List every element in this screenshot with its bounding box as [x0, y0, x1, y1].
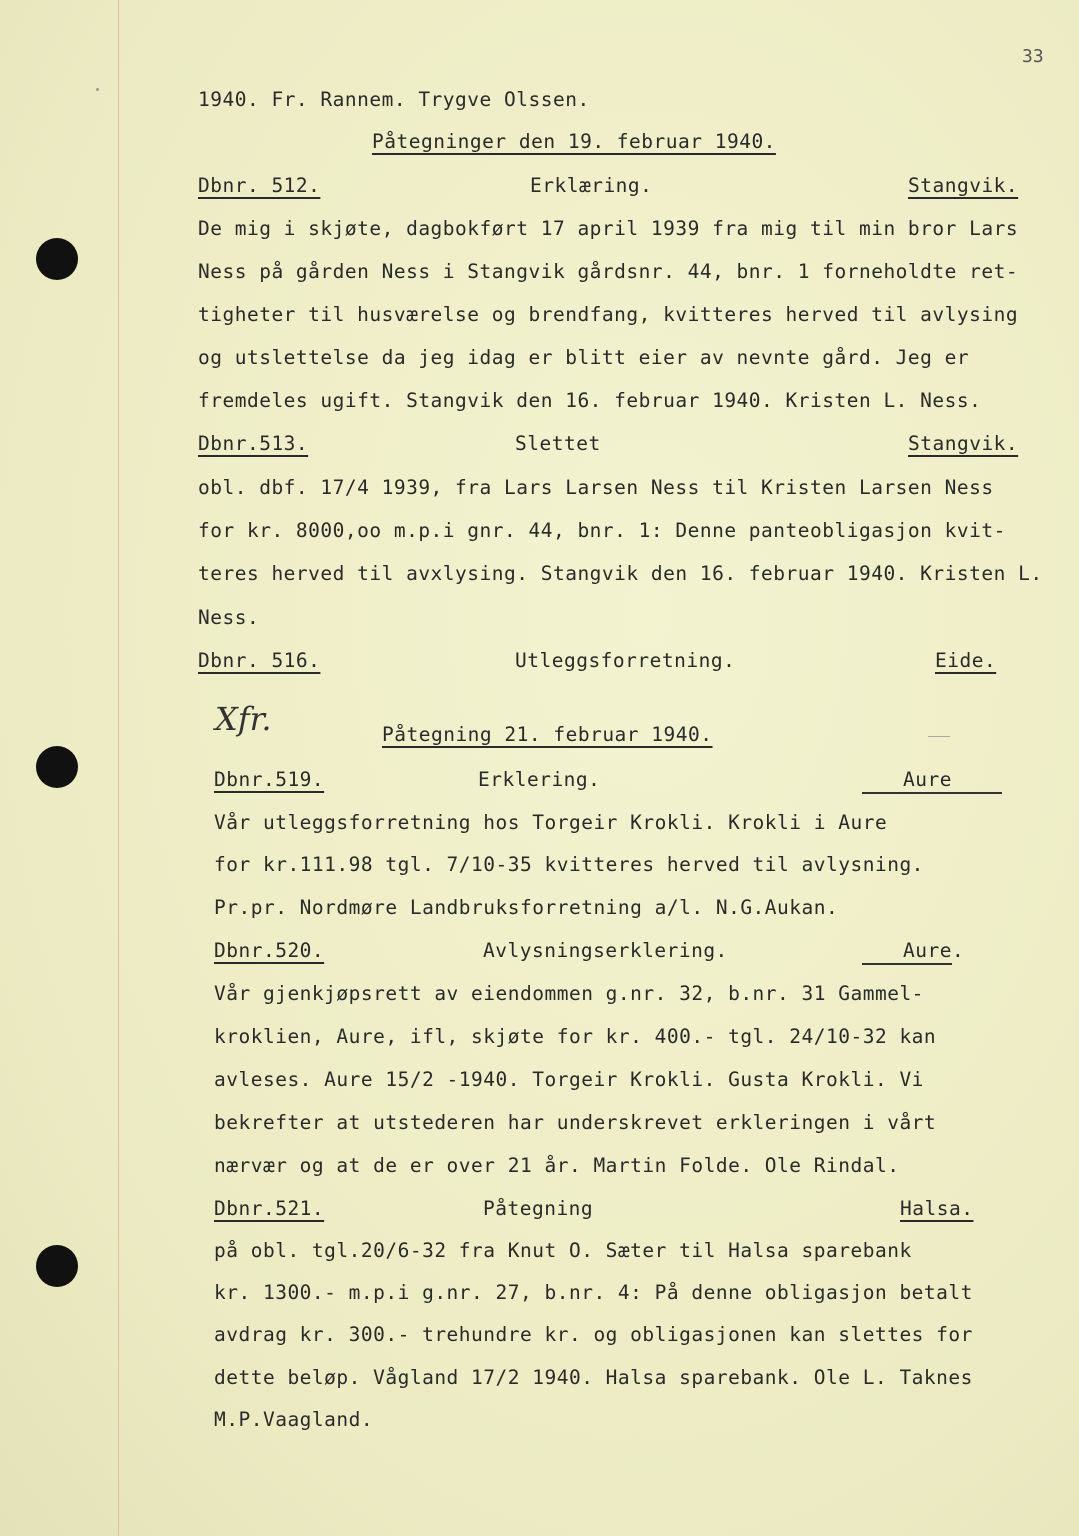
paper-speck — [96, 88, 99, 91]
text-line: Vår gjenkjøpsrett av eiendommen g.nr. 32, b.nr. 31 Gammel- — [214, 982, 924, 1005]
text-line: obl. dbf. 17/4 1939, fra Lars Larsen Ness til Kristen Larsen Ness — [198, 476, 994, 499]
place-underline — [862, 963, 952, 965]
page-number: 33 — [1022, 46, 1044, 67]
entry-513-number: Dbnr.513. — [198, 432, 309, 455]
text-line: Ness på gården Ness i Stangvik gårdsnr. 44, bnr. 1 forneholdte ret- — [198, 260, 1019, 283]
text-line: kroklien, Aure, ifl, skjøte for kr. 400.- tgl. 24/10-32 kan — [214, 1025, 937, 1048]
text-line: for kr. 8000,oo m.p.i gnr. 44, bnr. 1: Denne panteobligasjon kvit- — [198, 519, 1006, 542]
text-line: avleses. Aure 15/2 -1940. Torgeir Krokli. Gusta Krokli. Vi — [214, 1068, 924, 1091]
entry-513-place: Stangvik. — [908, 432, 1019, 455]
entry-520-type: Avlysningserklering. — [483, 939, 728, 962]
text-line: De mig i skjøte, dagbokført 17 april 1939 fra mig til min bror Lars — [198, 217, 1019, 240]
entry-519-number: Dbnr.519. — [214, 768, 325, 791]
entry-513-type: Slettet — [515, 432, 601, 455]
faint-dash — [928, 736, 950, 737]
section-heading-1: Påtegninger den 19. februar 1940. — [372, 130, 776, 153]
punch-hole-top — [36, 238, 78, 280]
text-line: avdrag kr. 300.- trehundre kr. og obligasjonen kan slettes for — [214, 1323, 973, 1346]
margin-line — [118, 0, 119, 1536]
text-line: tigheter til husværelse og brendfang, kvitteres herved til avlysing — [198, 303, 1019, 326]
entry-520-place: Aure. — [903, 939, 965, 962]
text-line: nærvær og at de er over 21 år. Martin Folde. Ole Rindal. — [214, 1154, 900, 1177]
text-line: og utslettelse da jeg idag er blitt eier av nevnte gård. Jeg er — [198, 346, 970, 369]
text-line: kr. 1300.- m.p.i g.nr. 27, b.nr. 4: På denne obligasjon betalt — [214, 1281, 973, 1304]
punch-hole-middle — [36, 746, 78, 788]
punch-hole-bottom — [36, 1245, 78, 1287]
entry-519-place: Aure — [903, 768, 952, 791]
entry-521-number: Dbnr.521. — [214, 1197, 325, 1220]
entry-516-number: Dbnr. 516. — [198, 649, 321, 672]
entry-512-number: Dbnr. 512. — [198, 174, 321, 197]
text-line: Pr.pr. Nordmøre Landbruksforretning a/l. N.G.Aukan. — [214, 896, 839, 919]
handwritten-mark: Xfr. — [215, 700, 272, 738]
entry-516-type: Utleggsforretning. — [515, 649, 736, 672]
text-line: teres herved til avxlysing. Stangvik den 16. februar 1940. Kristen L. — [198, 562, 1043, 585]
text-line: for kr.111.98 tgl. 7/10-35 kvitteres herved til avlysning. — [214, 853, 924, 876]
entry-521-type: Påtegning — [483, 1197, 594, 1220]
entry-512-place: Stangvik. — [908, 174, 1019, 197]
entry-521-place: Halsa. — [900, 1197, 974, 1220]
section-heading-2: Påtegning 21. februar 1940. — [382, 723, 713, 746]
text-line: Ness. — [198, 606, 260, 629]
entry-520-number: Dbnr.520. — [214, 939, 325, 962]
text-line: bekrefter at utstederen har underskrevet erkleringen i vårt — [214, 1111, 937, 1134]
entry-516-place: Eide. — [935, 649, 997, 672]
place-underline — [862, 792, 1002, 794]
entry-512-type: Erklæring. — [530, 174, 653, 197]
text-line: på obl. tgl.20/6-32 fra Knut O. Sæter til Halsa sparebank — [214, 1239, 912, 1262]
entry-519-type: Erklering. — [478, 768, 601, 791]
text-line: dette beløp. Vågland 17/2 1940. Halsa sparebank. Ole L. Taknes — [214, 1366, 973, 1389]
header-line: 1940. Fr. Rannem. Trygve Olssen. — [198, 88, 590, 111]
text-line: fremdeles ugift. Stangvik den 16. februar 1940. Kristen L. Ness. — [198, 389, 982, 412]
text-line: M.P.Vaagland. — [214, 1408, 374, 1431]
text-line: Vår utleggsforretning hos Torgeir Krokli. Krokli i Aure — [214, 811, 888, 834]
